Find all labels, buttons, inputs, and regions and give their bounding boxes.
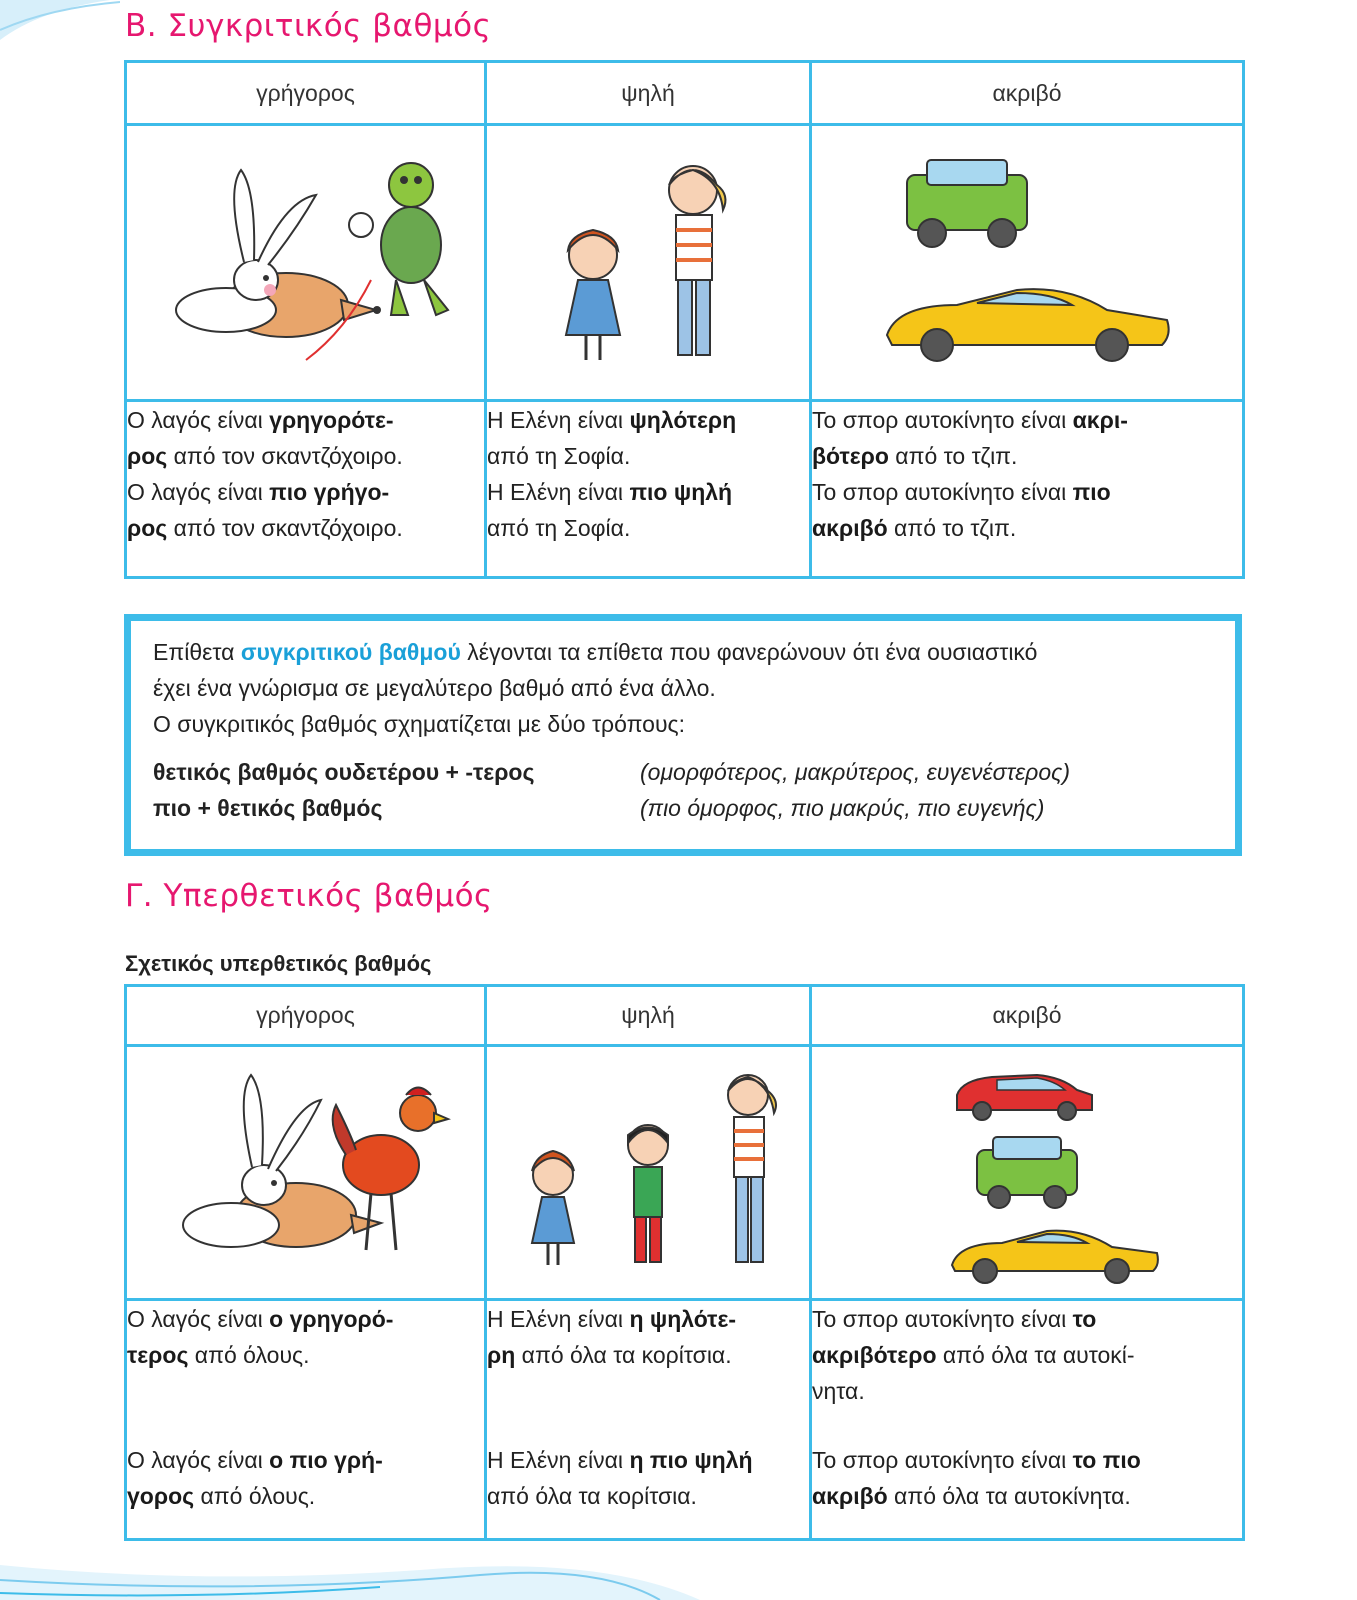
- emphasized-adjective: η πιο ψηλή: [629, 1447, 753, 1473]
- emphasized-adjective: ρος: [127, 443, 168, 469]
- emphasized-adjective: το πιο: [1072, 1447, 1141, 1473]
- text-line: [127, 1442, 484, 1478]
- header-tall: ψηλή: [486, 986, 811, 1046]
- highlighted-term: συγκριτικού βαθμού: [240, 639, 461, 665]
- text-line: [487, 474, 809, 510]
- sentence-text: Η Ελένη είναι: [487, 407, 630, 433]
- header-fast: γρήγορος: [126, 986, 486, 1046]
- sentence-text: Το σπορ αυτοκίνητο είναι: [812, 407, 1073, 433]
- sentence-text: από τον σκαντζόχοιρο.: [167, 443, 403, 469]
- sentence-text: Ο λαγός είναι: [127, 1306, 270, 1332]
- comparative-table: [124, 60, 1245, 579]
- header-tall: ψηλή: [486, 62, 811, 125]
- three-cars-illustration: [811, 1046, 1244, 1300]
- jeep-and-sports-car-illustration: [811, 125, 1244, 401]
- superlative-fast-text: [126, 1300, 486, 1540]
- text-line: [812, 1337, 1242, 1373]
- emphasized-adjective: πιο γρήγο-: [269, 479, 390, 505]
- text-line: [812, 1373, 1242, 1409]
- sentence-text: Ο λαγός είναι: [127, 479, 270, 505]
- emphasized-adjective: ρος: [127, 515, 168, 541]
- emphasized-adjective: ρη: [487, 1342, 516, 1368]
- hare-hedgehog-tortoise-illustration: [126, 125, 486, 401]
- comparative-tall-text: [486, 401, 811, 578]
- text-line: [487, 1337, 809, 1373]
- sentence-text: από όλα τα αυτοκίνητα.: [887, 1483, 1131, 1509]
- emphasized-adjective: βότερο: [812, 443, 889, 469]
- text-line: [812, 402, 1242, 438]
- text-line: [127, 510, 484, 546]
- text-line: [812, 1442, 1242, 1478]
- text-line: [812, 474, 1242, 510]
- section-c-title: Γ. Υπερθετικός βαθμός: [125, 878, 493, 914]
- emphasized-adjective: ο πιο γρή-: [269, 1447, 383, 1473]
- sentence-text: Ο λαγός είναι: [127, 1447, 270, 1473]
- emphasized-adjective: ακριβό: [812, 1483, 888, 1509]
- rule-formula: θετικός βαθμός ουδετέρου + -τερος: [153, 759, 535, 785]
- superlative-tall-text: [486, 1300, 811, 1540]
- comparative-expensive-text: [811, 401, 1244, 578]
- rule-examples: (ομορφότερος, μακρύτερος, ευγενέστερος): [640, 759, 1070, 785]
- sentence-text: Η Ελένη είναι: [487, 1306, 630, 1332]
- sentence-text: Το σπορ αυτοκίνητο είναι: [812, 1306, 1073, 1332]
- superlative-expensive-text: [811, 1300, 1244, 1540]
- rule-formula: πιο + θετικός βαθμός: [153, 795, 383, 821]
- formation-rules: [153, 754, 1235, 826]
- text-line: [487, 1478, 809, 1514]
- sentence-text: από όλους.: [188, 1342, 310, 1368]
- sentence-text: από τη Σοφία.: [487, 515, 631, 541]
- text-line: [127, 402, 484, 438]
- emphasized-adjective: ακριβότερο: [812, 1342, 937, 1368]
- text-line: [487, 1442, 809, 1478]
- sentence-text: από όλα τα κορίτσια.: [515, 1342, 732, 1368]
- emphasized-adjective: ακριβό: [812, 515, 888, 541]
- definition-text: Επίθετα: [153, 639, 241, 665]
- three-children-illustration: [486, 1046, 811, 1300]
- emphasized-adjective: το: [1072, 1306, 1097, 1332]
- header-expensive: ακριβό: [811, 986, 1244, 1046]
- emphasized-adjective: η ψηλότε-: [629, 1306, 737, 1332]
- sentence-text: νητα.: [812, 1378, 865, 1404]
- sentence-text: Το σπορ αυτοκίνητο είναι: [812, 479, 1073, 505]
- rule-row: [153, 754, 1235, 790]
- emphasized-adjective: πιο: [1072, 479, 1111, 505]
- emphasized-adjective: τερος: [127, 1342, 189, 1368]
- two-girls-illustration: [486, 125, 811, 401]
- sentence-text: Ο λαγός είναι: [127, 407, 270, 433]
- sentence-text: από το τζιπ.: [888, 443, 1018, 469]
- rule-examples: (πιο όμορφος, πιο μακρύς, πιο ευγενής): [640, 795, 1045, 821]
- definition-text: λέγονται τα επίθετα που φανερώνουν ότι ένα ουσιαστικό: [460, 639, 1038, 665]
- text-line: [127, 1337, 484, 1373]
- definition-line-2: έχει ένα γνώρισμα σε μεγαλύτερο βαθμό από ένα άλλο.: [153, 675, 716, 701]
- emphasized-adjective: ακρι-: [1072, 407, 1128, 433]
- definition-line-1: [153, 634, 1235, 670]
- sentence-text: από τον σκαντζόχοιρο.: [167, 515, 403, 541]
- sentence-text: από όλους.: [194, 1483, 316, 1509]
- comparative-fast-text: [126, 401, 486, 578]
- emphasized-adjective: πιο ψηλή: [629, 479, 733, 505]
- text-line: [127, 1478, 484, 1514]
- sentence-text: από όλα τα αυτοκί-: [936, 1342, 1135, 1368]
- text-line: [127, 474, 484, 510]
- sentence-text: Η Ελένη είναι: [487, 479, 630, 505]
- top-left-wave-decoration: [0, 0, 120, 50]
- emphasized-adjective: ο γρηγορό-: [269, 1306, 394, 1332]
- section-b-title: Β. Συγκριτικός βαθμός: [125, 8, 492, 44]
- sentence-text: από το τζιπ.: [887, 515, 1017, 541]
- section-c-subtitle: Σχετικός υπερθετικός βαθμός: [125, 951, 432, 976]
- text-line: [487, 1301, 809, 1337]
- text-line: [487, 510, 809, 546]
- definition-box: [124, 614, 1242, 856]
- text-line: [812, 1478, 1242, 1514]
- emphasized-adjective: γρηγορότε-: [269, 407, 394, 433]
- rule-row: [153, 790, 1235, 826]
- emphasized-adjective: γορος: [127, 1483, 195, 1509]
- sentence-text: Το σπορ αυτοκίνητο είναι: [812, 1447, 1073, 1473]
- text-line: [812, 1301, 1242, 1337]
- text-line: [127, 438, 484, 474]
- text-line: [487, 402, 809, 438]
- hare-hedgehog-rooster-illustration: [126, 1046, 486, 1300]
- text-line: [812, 438, 1242, 474]
- text-line: [127, 1301, 484, 1337]
- text-line: [812, 510, 1242, 546]
- header-expensive: ακριβό: [811, 62, 1244, 125]
- text-line: [487, 438, 809, 474]
- definition-line-3: Ο συγκριτικός βαθμός σχηματίζεται με δύο τρόπους:: [153, 711, 685, 737]
- sentence-text: από όλα τα κορίτσια.: [487, 1483, 697, 1509]
- emphasized-adjective: ψηλότερη: [629, 407, 737, 433]
- sentence-text: Η Ελένη είναι: [487, 1447, 630, 1473]
- sentence-text: από τη Σοφία.: [487, 443, 631, 469]
- header-fast: γρήγορος: [126, 62, 486, 125]
- superlative-table: [124, 984, 1245, 1541]
